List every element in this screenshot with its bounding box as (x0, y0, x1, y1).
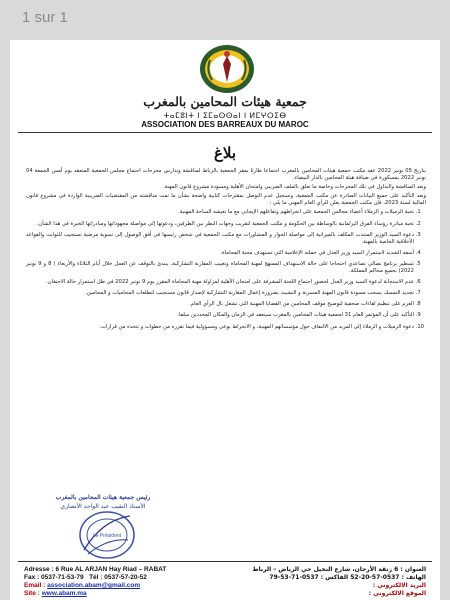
footer-contact-ar: العنوان : 6 زنقة الأرجان، شارع النخيل حي الرياض – الرباط الهاتف : 0537-57-20-52 الفاكس : 0537-71-53-79 البريد الالكتروني : الموقع الالكتروني : (252, 566, 426, 597)
page-indicator: 1 sur 1 (22, 9, 68, 26)
statement-item: 9. التأكيد على أن المؤتمر العام 31 لجمعية هيئات المحامين بالمغرب سينعقد في الزمان والمكان المحددين سلفا. (26, 312, 414, 319)
address-ar: 6 زنقة الأرجان، شارع النخيل حي الرياض – الرباط (252, 566, 399, 573)
statement-item: 5. تسطير برنامج نضالي تصاعدي احتجاجا على حالة الاستهداف الممنهج لمهنة المحاماة وتغييب المقاربة التشاركية، يبتدئ بالتوقف عن العمل خلال أيام الثلاثاء والأربعاء ( 8 و 9 نونبر 2022) بجميع محاكم المملكة. (26, 261, 414, 275)
fax-number: 0537-71-53-79 (40, 574, 84, 581)
statement-item: 4. أسفه الشديد لاستمرار السيد وزير العدل في حملته الإعلامية التي تستهدف محنة المحاماة. (26, 250, 414, 257)
document-page (10, 40, 440, 600)
viewer-toolbar (0, 0, 450, 40)
intro-paragraph: وبعد التأكيد على جميع البيانات الصادرة عن مكتب الجمعية، وتسجيل عدم التوصل بمقترحات كتابية واضحة بشأن ما تمت مناقشته من المقتضيات الضريبية الواردة في مشروع قانون المالية لسنة 2023، فإن مكتب الجمعية يعلن للرأي العام المهني ما يلي : (26, 193, 426, 207)
statement-item: 3. دعوة السيد الوزير المنتدب المكلف بالميزانية إلى مواصلة الحوار و المشاورات مع مكتب الجمعية في شخص رئيسها في أفق الوصول إلى تسوية مرضية تستجيب للثوابت والقواعد الأخلاقية الخاصة بالمهنة. (26, 232, 414, 246)
stamp-text: Le Président (92, 533, 122, 539)
statement-item: 7. تجديد التمسك بسحب مسودة قانون المهنة المسربة و التشبث بضرورة إعمال المقاربة التشاركية لإصدار قانون مستجيب لتطلعات المحاميات و المحامين. (26, 290, 414, 297)
association-emblem-icon (198, 42, 256, 94)
website-link[interactable]: www.abam.ma (41, 590, 87, 597)
document-body (26, 168, 426, 335)
statement-item: 6. عدم الاستجابة لدعوة السيد وزير العدل لحضور اجتماع اللجنة المشرفة على امتحان الأهلية لمزاولة مهنة المحاماة المقرر يوم 9 نونبر 2022 في ظل استمرار حالة الاحتقان. (26, 279, 414, 286)
footer-contact-fr: Adresse : 6 Rue AL ARJAN Hay Riad – RABAT Fax : 0537-71-53-79 Tél : 0537-57-20-52 Email : association.abam@gmail.com Site : www.abam.ma (24, 566, 167, 597)
intro-paragraph: بتاريخ 05 نونبر 2022 عقد مكتب جمعية هيئات المحامين بالمغرب اجتماعا طارئا بمقر الجمعية بالرباط لمناقشة وتدارس مخرجات اجتماع مجلس الجمعية المنعقد يوم أمس الجمعة 04 نونبر 2022 بمسكورة في ضيافة هيئة المحامين بالدار البيضاء. (26, 168, 427, 182)
intro-paragraph: وبعد المناقشة والتداول في تلك المخرجات وخاصة ما تعلق بالملف الضريبي وامتحان الأهلية ومسودة مشروع قانون المهنة. (163, 184, 426, 191)
signature-title: رئيس جمعية هيئات المحامين بالمغرب (55, 494, 151, 501)
statement-item: 10. دعوة الزميلات و الزملاء إلى المزيد من الالتفاف حول مؤسساتهم المهنية، و الانخراط بوعي ومسؤولية فيما تقرره من خطوات و تتخذه من قرارات. (26, 324, 414, 331)
header-divider (18, 132, 432, 133)
phone-number: 0537-57-20-52 (104, 574, 147, 581)
signature-block (38, 494, 168, 560)
statement-item: 1. تحية الزميلات و الزملاء أعضاء مجالس الجمعية على انخراطهم وتفاعلهم الإيجابي مع ما تعيشه الساحة المهنية. (26, 209, 414, 216)
official-stamp-icon (78, 510, 136, 560)
footer-divider (18, 561, 432, 562)
org-name-french: ASSOCIATION DES BARREAUX DU MAROC (141, 120, 309, 129)
org-name-arabic: جمعية هيئات المحامين بالمغرب (143, 94, 307, 109)
statement-list (26, 209, 426, 330)
signature-name: الأستاذ النقيب عبد الواحد الأنصاري (60, 503, 146, 510)
statement-item: 2. تحية مبادرة رؤساء الفرق البرلمانية بالوساطة بين الحكومة و مكتب الجمعية لتقريب وجهات النظر بين الطرفين، ودعوتها إلى مواصلة مجهوداتها ومبادراتها الخيرة في هذا الشأن. (26, 221, 414, 228)
org-name-tifinagh: ⵜⴰⵎⵓⵏⵜ ⵏ ⵉⵎⴰⵙⵙⴰⵏ ⵏ ⵍⵎⵖⵔⵉⴱ (163, 111, 287, 120)
address-fr: 6 Rue AL ARJAN Hay Riad – RABAT (55, 566, 167, 573)
statement-item: 8. العزم على تنظيم لقاءات صحفية لتوضيح موقف المحامين من القضايا المهنية التي تشغل بال الرأي العام. (26, 301, 414, 308)
document-title: بلاغ (213, 144, 237, 162)
email-link[interactable]: association.abam@gmail.com (47, 582, 141, 589)
